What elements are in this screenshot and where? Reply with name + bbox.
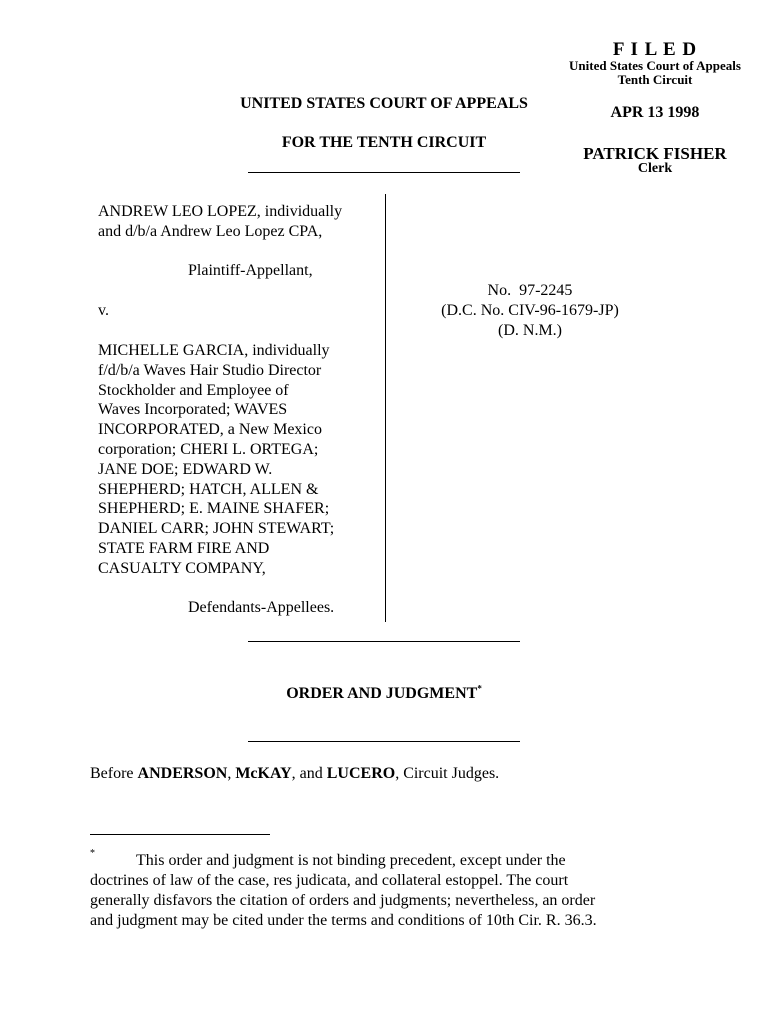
defendant-line: Waves Incorporated; WAVES xyxy=(98,401,288,418)
defendant-line: STATE FARM FIRE AND xyxy=(98,540,270,557)
plaintiff-line: and d/b/a Andrew Leo Lopez CPA, xyxy=(98,223,323,240)
panel-before: Before xyxy=(90,765,138,782)
defendant-line: SHEPHERD; E. MAINE SHAFER; xyxy=(98,500,330,517)
panel-separator: , and xyxy=(291,765,327,782)
order-title-text: ORDER AND JUDGMENT xyxy=(286,685,478,702)
footnote-reference: * xyxy=(477,683,482,694)
footnote-mark: * xyxy=(90,848,95,859)
filed-circuit: Tenth Circuit xyxy=(617,72,693,87)
caption-divider xyxy=(385,194,386,622)
plaintiff-role: Plaintiff-Appellant, xyxy=(188,262,313,279)
defendant-line: CASUALTY COMPANY, xyxy=(98,560,266,577)
defendant-line: DANIEL CARR; JOHN STEWART; xyxy=(98,520,335,537)
footnote-line: generally disfavors the citation of orders and judgments; nevertheless, an order xyxy=(90,892,596,909)
clerk-name: PATRICK FISHER xyxy=(583,144,727,163)
defendant-line: MICHELLE GARCIA, individually xyxy=(98,342,330,359)
filed-court: United States Court of Appeals xyxy=(569,58,741,73)
defendant-line: SHEPHERD; HATCH, ALLEN & xyxy=(98,481,319,498)
footnote-line: This order and judgment is not binding precedent, except under the xyxy=(136,852,566,869)
defendant-role: Defendants-Appellees. xyxy=(188,599,335,616)
plaintiff-line: ANDREW LEO LOPEZ, individually xyxy=(98,203,343,220)
defendant-line: corporation; CHERI L. ORTEGA; xyxy=(98,441,319,458)
district-court: (D. N.M.) xyxy=(498,322,562,339)
defendant-line: INCORPORATED, a New Mexico xyxy=(98,421,322,438)
panel-line xyxy=(90,764,690,784)
docket-number: No. 97-2245 xyxy=(487,282,573,299)
caption-bottom-divider xyxy=(248,641,520,642)
panel-separator: , xyxy=(227,765,236,782)
defendant-line: Stockholder and Employee of xyxy=(98,382,289,399)
filed-date: APR 13 1998 xyxy=(610,104,700,121)
footnote-line: doctrines of law of the case, res judicata, and collateral estoppel. The court xyxy=(90,872,569,889)
panel-suffix: , Circuit Judges. xyxy=(395,765,500,782)
defendant-line: f/d/b/a Waves Hair Studio Director xyxy=(98,362,322,379)
header-divider xyxy=(248,172,520,173)
filed-label: F I L E D xyxy=(612,39,698,60)
district-docket-number: (D.C. No. CIV-96-1679-JP) xyxy=(441,302,619,319)
court-title: UNITED STATES COURT OF APPEALS xyxy=(240,95,528,112)
defendant-line: JANE DOE; EDWARD W. xyxy=(98,461,273,478)
order-divider xyxy=(248,741,520,742)
judge-name: ANDERSON xyxy=(137,765,228,782)
clerk-title: Clerk xyxy=(637,161,673,176)
footnote-separator xyxy=(90,834,270,835)
circuit-title: FOR THE TENTH CIRCUIT xyxy=(281,134,487,151)
versus: v. xyxy=(98,302,109,319)
order-title xyxy=(184,684,584,704)
judge-name: LUCERO xyxy=(326,765,396,782)
judge-name: McKAY xyxy=(235,765,292,782)
footnote-line: and judgment may be cited under the terms and conditions of 10th Cir. R. 36.3. xyxy=(90,912,597,929)
